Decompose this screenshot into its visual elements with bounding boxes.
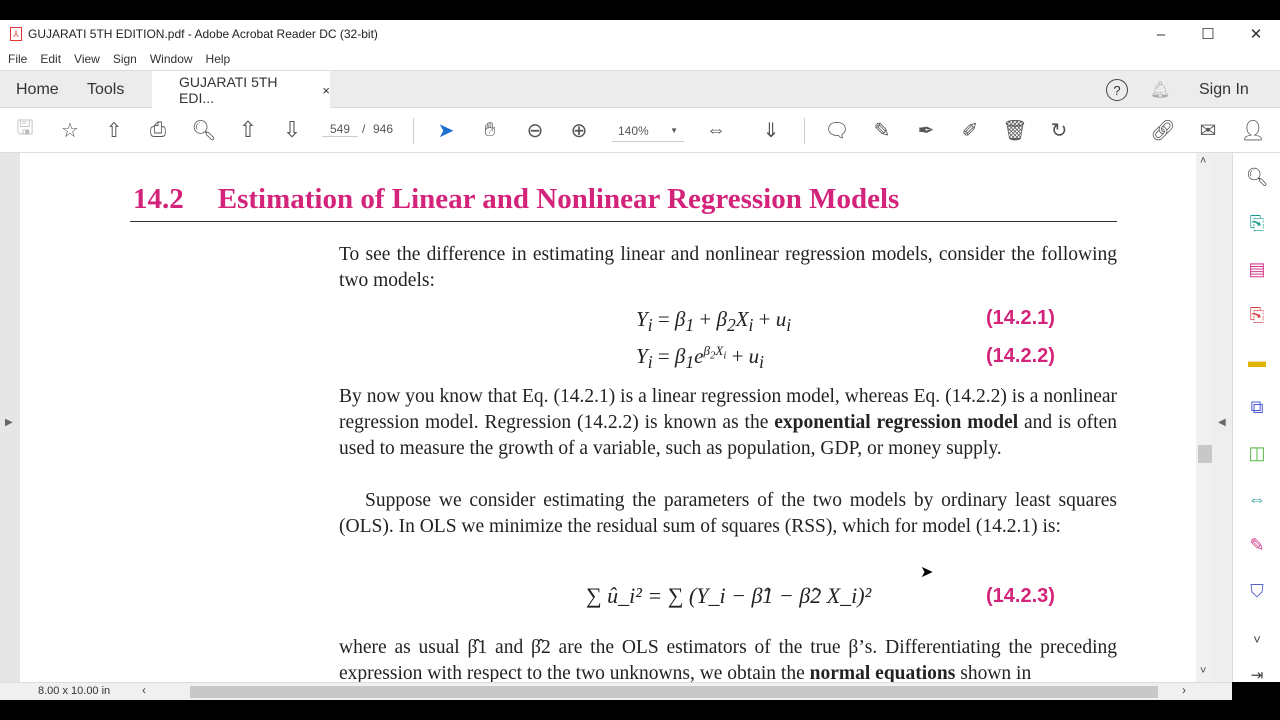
paragraph-intro: To see the difference in estimating linear and nonlinear regression models, consider the following two models:: [339, 244, 1117, 291]
section-number: 14.2: [133, 183, 184, 215]
bold-term: exponential regression model: [774, 412, 1019, 433]
equation-label-1: (14.2.1): [986, 307, 1055, 329]
document-viewport[interactable]: [0, 153, 1232, 682]
tab-bar: [0, 70, 1280, 108]
bold-term: normal equations: [809, 663, 956, 682]
window-title: GUJARATI 5TH EDITION.pdf - Adobe Acrobat Reader DC (32-bit): [28, 27, 378, 41]
add-user-icon[interactable]: 👤︎: [1240, 119, 1266, 142]
scroll-up-icon[interactable]: ˄: [1200, 155, 1207, 167]
menu-help[interactable]: Help: [205, 52, 231, 66]
left-panel-expand-icon[interactable]: ▶: [5, 417, 13, 428]
more-tools-chevron-icon[interactable]: ˅: [1253, 631, 1261, 647]
tab-tools[interactable]: Tools: [87, 80, 125, 98]
text: where as usual β̂1 and β̂2 are the OLS estimators of the true β’s. Differentiating the preceding expression with respect to the two unknowns, we obtain the: [339, 637, 1117, 682]
zoom-level-value: 140%: [618, 123, 649, 138]
page-number-input[interactable]: 549: [322, 122, 358, 137]
upload-cloud-icon[interactable]: ⇧: [105, 119, 123, 142]
chevron-down-icon: ▼: [670, 126, 678, 135]
rotate-icon[interactable]: ↻: [1050, 119, 1068, 142]
close-window-button[interactable]: ✕: [1249, 26, 1263, 43]
fill-sign-icon[interactable]: ✎: [1249, 534, 1265, 555]
share-link-icon[interactable]: 🔗︎: [1150, 119, 1176, 142]
organize-pages-icon[interactable]: ▤: [1248, 258, 1266, 279]
vertical-scrollbar[interactable]: [1196, 153, 1214, 682]
tab-document[interactable]: [152, 71, 330, 109]
edit-layout-icon[interactable]: ◫: [1248, 442, 1266, 463]
paragraph-ols: Suppose we consider estimating the parameters of the two models by ordinary least squares (OLS). In OLS we minimize the residual sum of squares (RSS), which for model (14.2.1) is:: [339, 490, 1117, 537]
close-tab-icon[interactable]: ×: [322, 82, 330, 98]
pdf-page: [20, 153, 1196, 682]
protect-shield-icon[interactable]: ⛉: [1250, 580, 1264, 601]
zoom-level-dropdown[interactable]: [612, 120, 684, 142]
menu-view[interactable]: View: [74, 52, 100, 66]
page-fit-icon[interactable]: ⇔: [706, 118, 726, 141]
section-title: Estimation of Linear and Nonlinear Regression Models: [217, 183, 900, 215]
menu-edit[interactable]: Edit: [40, 52, 62, 66]
scroll-mode-icon[interactable]: ⇓: [762, 119, 780, 142]
combine-files-icon[interactable]: ⧉: [1250, 396, 1264, 417]
comment-tool-icon[interactable]: ▬: [1248, 350, 1266, 371]
equation-label-2: (14.2.2): [986, 345, 1055, 367]
hand-tool-icon[interactable]: ✋︎: [484, 118, 496, 141]
paragraph-exponential-model: [339, 384, 1117, 462]
equation-14-2-3: ∑ û_i² = ∑ (Y_i − β̂1 − β̂2 X_i)²: [586, 583, 872, 608]
select-cursor-icon[interactable]: ➤: [437, 119, 455, 142]
bookmark-star-icon[interactable]: ☆: [61, 119, 79, 142]
total-pages: 946: [373, 122, 394, 136]
save-icon[interactable]: 🖫: [16, 117, 34, 139]
highlight-pen-icon[interactable]: ✎: [873, 119, 891, 142]
tab-home[interactable]: Home: [16, 80, 59, 98]
menu-sign[interactable]: Sign: [112, 52, 137, 66]
email-icon[interactable]: ✉: [1199, 119, 1217, 142]
scrollbar-thumb[interactable]: [1198, 445, 1212, 463]
menu-file[interactable]: File: [8, 52, 28, 66]
export-pdf-icon[interactable]: ⎘: [1249, 212, 1265, 233]
maximize-button[interactable]: ☐: [1201, 26, 1215, 43]
horizontal-scrollbar-thumb[interactable]: [190, 686, 1158, 698]
heading-rule: [130, 221, 1117, 222]
collapse-right-panel-icon[interactable]: ◀: [1218, 417, 1226, 428]
delete-trash-icon[interactable]: 🗑︎: [1002, 119, 1028, 142]
previous-page-icon[interactable]: ⇧: [238, 117, 258, 142]
notification-bell-icon[interactable]: 🔔︎: [1150, 81, 1171, 99]
minimize-button[interactable]: –: [1156, 25, 1166, 43]
text: and is often used to measure the growth of a variable, such as population, GDP, or money supply.: [339, 412, 1117, 459]
equation-14-2-2: $Y_i = \beta_1e^{\beta_2X_i} + u_i$: [636, 343, 765, 373]
horizontal-scrollbar[interactable]: [0, 682, 1232, 700]
menu-bar: [0, 48, 1280, 70]
next-page-icon[interactable]: ⇩: [282, 117, 302, 142]
toolbar: [0, 108, 1280, 153]
mouse-cursor-icon: ➤: [920, 564, 934, 581]
tools-pane: [1232, 153, 1280, 682]
paragraph-normal-equations: [339, 635, 1117, 682]
create-pdf-icon[interactable]: ⎘: [1249, 304, 1265, 325]
search-icon[interactable]: 🔍︎: [191, 119, 217, 142]
pdf-app-icon: ⅄: [10, 27, 22, 41]
sign-in-button[interactable]: Sign In: [1199, 80, 1249, 98]
scroll-down-icon[interactable]: ˅: [1200, 665, 1207, 677]
text: shown in: [955, 663, 1032, 682]
help-icon[interactable]: ?: [1106, 79, 1128, 101]
title-bar: [0, 20, 1280, 48]
section-heading: [133, 183, 899, 216]
find-zoom-icon[interactable]: 🔍︎: [1245, 166, 1269, 187]
right-panel-divider: [1214, 153, 1232, 682]
edit-pdf-icon[interactable]: ✐: [961, 119, 979, 142]
document-tab-label: GUJARATI 5TH EDI...: [179, 74, 278, 106]
menu-window[interactable]: Window: [149, 52, 193, 66]
text: By now you know that Eq. (14.2.1) is a linear regression model, whereas Eq. (14.2.2) is a nonlinear regression model. Regression (14.2.2) is known as the: [339, 386, 1117, 433]
scroll-left-icon[interactable]: ‹: [142, 683, 146, 697]
equation-14-2-1: $Y_i = \beta_1 + \beta_2X_i + u_i$: [636, 307, 792, 336]
print-icon[interactable]: ⎙: [150, 118, 166, 141]
zoom-in-icon[interactable]: ⊕: [570, 119, 588, 142]
comment-icon[interactable]: 🗨︎: [824, 119, 850, 142]
zoom-out-icon[interactable]: ⊖: [526, 119, 544, 142]
page-size-label: 8.00 x 10.00 in: [38, 685, 111, 697]
equation-label-3: (14.2.3): [986, 585, 1055, 607]
scroll-right-icon[interactable]: ›: [1182, 683, 1186, 697]
page-separator: /: [362, 122, 366, 136]
compress-pdf-icon[interactable]: ⇔: [1248, 488, 1266, 509]
sign-pen-icon[interactable]: ✒︎: [917, 119, 935, 142]
collapse-pane-icon[interactable]: ⇥: [1250, 667, 1264, 684]
